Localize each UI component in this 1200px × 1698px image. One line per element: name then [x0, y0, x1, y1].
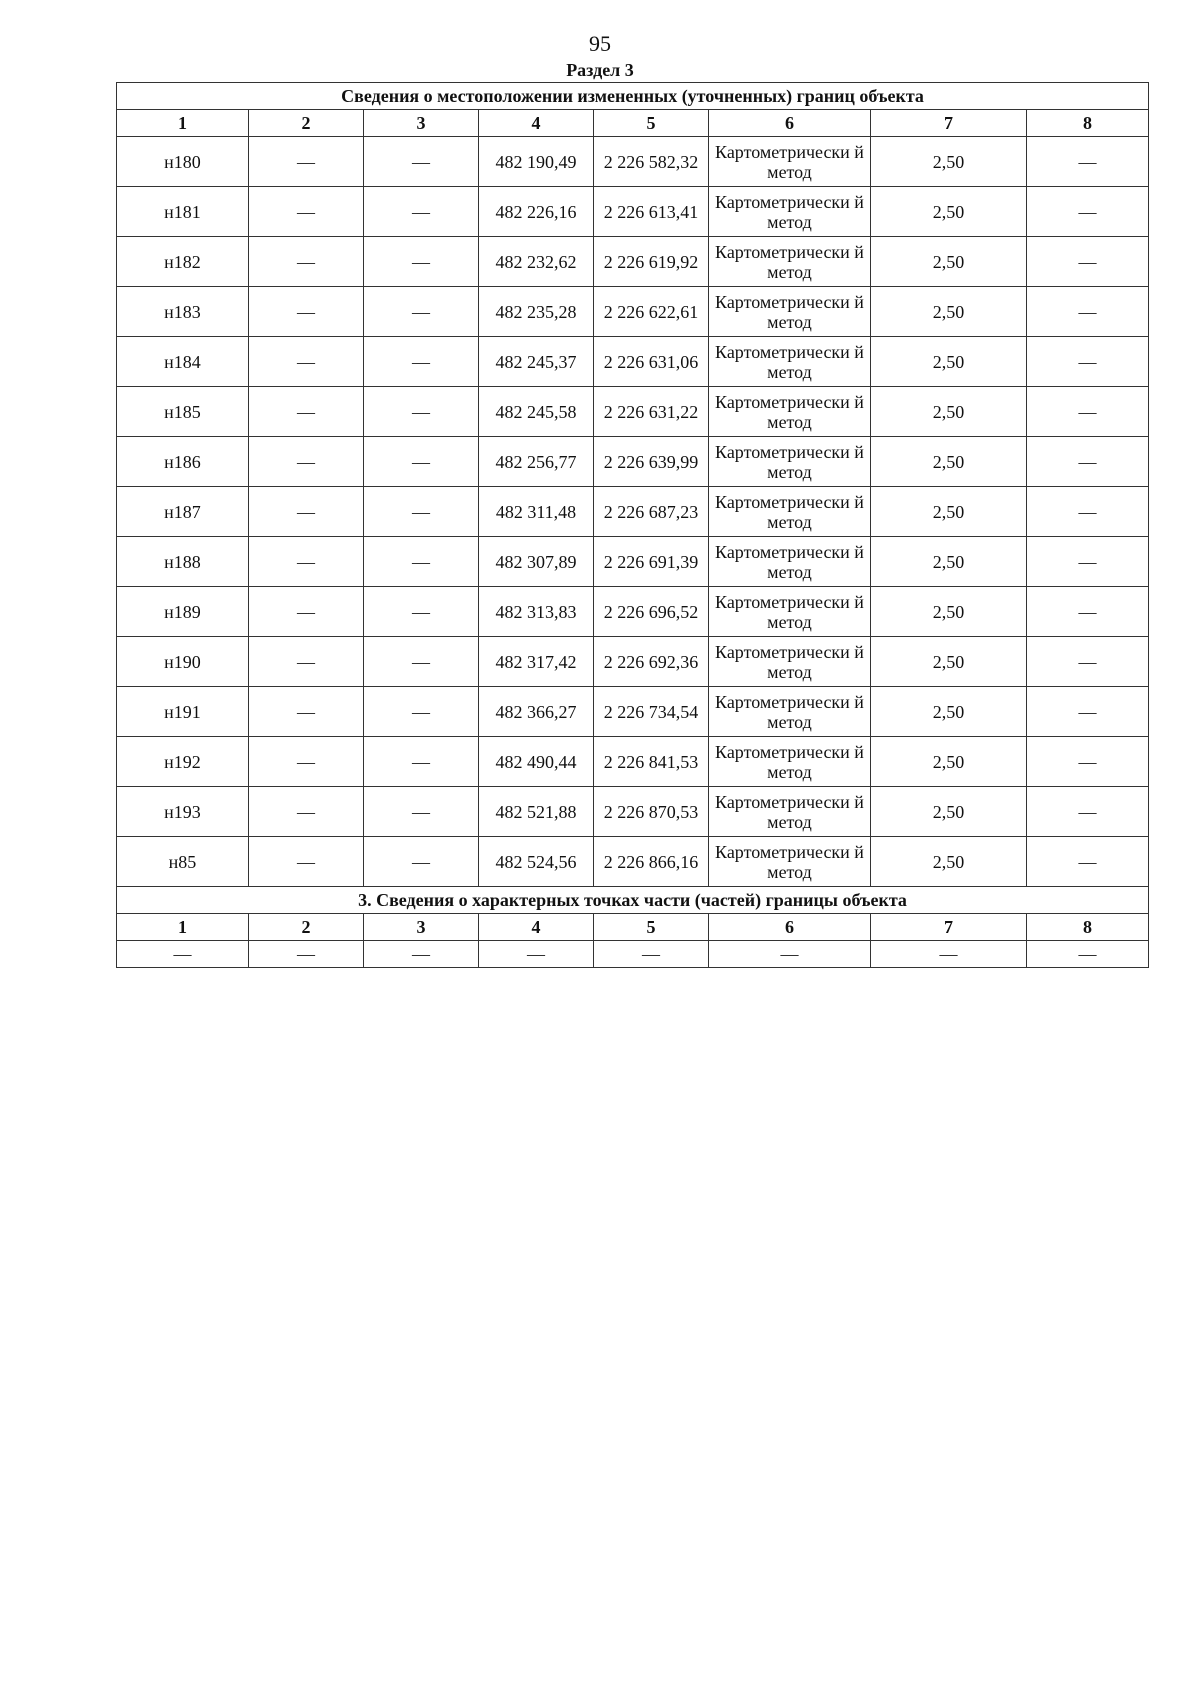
table-cell: 2,50	[871, 137, 1027, 187]
table-cell: 2 226 692,36	[594, 637, 709, 687]
table-cell: н181	[117, 187, 249, 237]
table-cell: —	[364, 187, 479, 237]
table-cell: —	[249, 941, 364, 968]
table-cell: 2 226 866,16	[594, 837, 709, 887]
table-cell: 2,50	[871, 687, 1027, 737]
column-number-cell: 5	[594, 110, 709, 137]
table-row	[117, 437, 1149, 487]
table-cell: —	[249, 587, 364, 637]
table-cell: —	[1027, 487, 1149, 537]
table1-title-row	[117, 83, 1149, 110]
table-cell: —	[249, 487, 364, 537]
table-cell: —	[364, 237, 479, 287]
table-cell: 482 232,62	[479, 237, 594, 287]
table-cell: —	[1027, 337, 1149, 387]
table-cell: Картометрически й метод	[709, 787, 871, 837]
table-cell: н188	[117, 537, 249, 587]
table-cell: —	[1027, 637, 1149, 687]
table-cell: 482 245,58	[479, 387, 594, 437]
column-number-cell: 5	[594, 914, 709, 941]
table-cell: 2,50	[871, 287, 1027, 337]
column-number-cell: 4	[479, 914, 594, 941]
table-cell: 2 226 734,54	[594, 687, 709, 737]
table-cell: —	[1027, 587, 1149, 637]
table-row	[117, 687, 1149, 737]
column-number-cell: 6	[709, 914, 871, 941]
table-cell: 2 226 841,53	[594, 737, 709, 787]
table-cell: 2,50	[871, 837, 1027, 887]
table-cell: —	[364, 287, 479, 337]
table-cell: 482 226,16	[479, 187, 594, 237]
column-number-cell: 8	[1027, 914, 1149, 941]
table-cell: Картометрически й метод	[709, 187, 871, 237]
table-row	[117, 787, 1149, 837]
table-cell: —	[364, 487, 479, 537]
table-title-cell: 3. Сведения о характерных точках части (частей) границы объекта	[117, 887, 1149, 914]
table-cell: —	[1027, 387, 1149, 437]
table-cell: Картометрически й метод	[709, 437, 871, 487]
table-cell: —	[249, 537, 364, 587]
table-cell: —	[364, 387, 479, 437]
table-cell: —	[249, 787, 364, 837]
table-cell: —	[1027, 837, 1149, 887]
table-cell: —	[364, 837, 479, 887]
table-cell: Картометрически й метод	[709, 537, 871, 587]
table-cell: —	[249, 237, 364, 287]
table-cell: н185	[117, 387, 249, 437]
table-cell: —	[709, 941, 871, 968]
table-cell: 2,50	[871, 487, 1027, 537]
table-cell: —	[249, 687, 364, 737]
table-cell: 2,50	[871, 187, 1027, 237]
column-number-cell: 2	[249, 914, 364, 941]
table-row	[117, 137, 1149, 187]
table-cell: н193	[117, 787, 249, 837]
table-cell: Картометрически й метод	[709, 587, 871, 637]
table-cell: 482 521,88	[479, 787, 594, 837]
table-row	[117, 537, 1149, 587]
table-cell: 482 490,44	[479, 737, 594, 787]
column-number-cell: 6	[709, 110, 871, 137]
table-cell: —	[1027, 437, 1149, 487]
table-cell: Картометрически й метод	[709, 837, 871, 887]
table-cell: 2 226 870,53	[594, 787, 709, 837]
table-cell: —	[117, 941, 249, 968]
table-cell: 482 313,83	[479, 587, 594, 637]
table-row	[117, 387, 1149, 437]
table-cell: 2,50	[871, 387, 1027, 437]
table-cell: —	[479, 941, 594, 968]
table-cell: н180	[117, 137, 249, 187]
table-cell: —	[364, 941, 479, 968]
table-cell: Картометрически й метод	[709, 387, 871, 437]
table-cell: н184	[117, 337, 249, 387]
table-cell: —	[364, 637, 479, 687]
table-cell: —	[594, 941, 709, 968]
table-cell: 2,50	[871, 237, 1027, 287]
table-cell: —	[1027, 137, 1149, 187]
table-cell: —	[249, 837, 364, 887]
table-cell: Картометрически й метод	[709, 337, 871, 387]
table-cell: —	[249, 137, 364, 187]
table-row	[117, 287, 1149, 337]
table-cell: 2 226 622,61	[594, 287, 709, 337]
table-cell: —	[249, 187, 364, 237]
column-number-cell: 7	[871, 110, 1027, 137]
table-cell: 2 226 619,92	[594, 237, 709, 287]
table-cell: Картометрически й метод	[709, 287, 871, 337]
column-number-cell: 3	[364, 110, 479, 137]
table-cell: 482 524,56	[479, 837, 594, 887]
column-number-cell: 3	[364, 914, 479, 941]
table-cell: —	[1027, 537, 1149, 587]
table-title-cell: Сведения о местоположении измененных (уточненных) границ объекта	[117, 83, 1149, 110]
table-cell: Картометрически й метод	[709, 687, 871, 737]
table-cell: —	[364, 437, 479, 487]
table-cell: 2,50	[871, 537, 1027, 587]
column-number-cell: 1	[117, 110, 249, 137]
table-cell: —	[364, 787, 479, 837]
table-cell: —	[1027, 737, 1149, 787]
column-number-cell: 7	[871, 914, 1027, 941]
table-cell: —	[1027, 237, 1149, 287]
table-cell: 482 190,49	[479, 137, 594, 187]
table-cell: 2 226 613,41	[594, 187, 709, 237]
table-cell: Картометрически й метод	[709, 487, 871, 537]
table-row	[117, 487, 1149, 537]
table-row	[117, 941, 1149, 968]
table-cell: —	[364, 137, 479, 187]
table-cell: Картометрически й метод	[709, 637, 871, 687]
section-title: Раздел 3	[566, 60, 634, 80]
column-number-cell: 4	[479, 110, 594, 137]
table-cell: н182	[117, 237, 249, 287]
table-cell: н190	[117, 637, 249, 687]
table-cell: Картометрически й метод	[709, 737, 871, 787]
table-cell: н192	[117, 737, 249, 787]
table-row	[117, 237, 1149, 287]
table-cell: —	[1027, 941, 1149, 968]
table-cell: 482 245,37	[479, 337, 594, 387]
table-cell: 482 235,28	[479, 287, 594, 337]
table-cell: —	[1027, 787, 1149, 837]
table-cell: —	[249, 637, 364, 687]
table-cell: 482 311,48	[479, 487, 594, 537]
table-cell: 2 226 687,23	[594, 487, 709, 537]
coordinates-table	[116, 82, 1149, 968]
table-cell: 482 317,42	[479, 637, 594, 687]
table-row	[117, 187, 1149, 237]
table-cell: 2 226 631,22	[594, 387, 709, 437]
table-row	[117, 737, 1149, 787]
column-number-cell: 1	[117, 914, 249, 941]
page-number: 95	[589, 31, 611, 56]
table-cell: —	[364, 737, 479, 787]
table-cell: —	[871, 941, 1027, 968]
table-cell: —	[1027, 287, 1149, 337]
table-row	[117, 337, 1149, 387]
table2-title-row	[117, 887, 1149, 914]
table-row	[117, 837, 1149, 887]
table-cell: 2,50	[871, 437, 1027, 487]
table-cell: 482 307,89	[479, 537, 594, 587]
table-cell: —	[249, 337, 364, 387]
table-cell: 482 366,27	[479, 687, 594, 737]
table-cell: н191	[117, 687, 249, 737]
table-cell: 2 226 691,39	[594, 537, 709, 587]
table-row	[117, 637, 1149, 687]
table-cell: —	[364, 537, 479, 587]
table-cell: 482 256,77	[479, 437, 594, 487]
table-cell: 2,50	[871, 337, 1027, 387]
table-row	[117, 587, 1149, 637]
column-number-cell: 8	[1027, 110, 1149, 137]
table-cell: 2,50	[871, 787, 1027, 837]
table-cell: —	[249, 437, 364, 487]
table-cell: 2,50	[871, 637, 1027, 687]
table-cell: —	[249, 287, 364, 337]
table-cell: —	[364, 337, 479, 387]
table-cell: 2 226 639,99	[594, 437, 709, 487]
table-cell: н85	[117, 837, 249, 887]
column-number-cell: 2	[249, 110, 364, 137]
table-cell: 2 226 631,06	[594, 337, 709, 387]
table-cell: 2,50	[871, 587, 1027, 637]
table-cell: —	[249, 387, 364, 437]
table2-header-row	[117, 914, 1149, 941]
table-cell: —	[364, 687, 479, 737]
table-cell: н189	[117, 587, 249, 637]
table-cell: —	[1027, 687, 1149, 737]
table-cell: н187	[117, 487, 249, 537]
table-cell: —	[1027, 187, 1149, 237]
table-cell: —	[249, 737, 364, 787]
table-cell: н183	[117, 287, 249, 337]
table-cell: 2 226 696,52	[594, 587, 709, 637]
table-cell: Картометрически й метод	[709, 237, 871, 287]
table1-header-row	[117, 110, 1149, 137]
table-cell: 2,50	[871, 737, 1027, 787]
table-cell: н186	[117, 437, 249, 487]
table-cell: Картометрически й метод	[709, 137, 871, 187]
table-cell: 2 226 582,32	[594, 137, 709, 187]
table-cell: —	[364, 587, 479, 637]
